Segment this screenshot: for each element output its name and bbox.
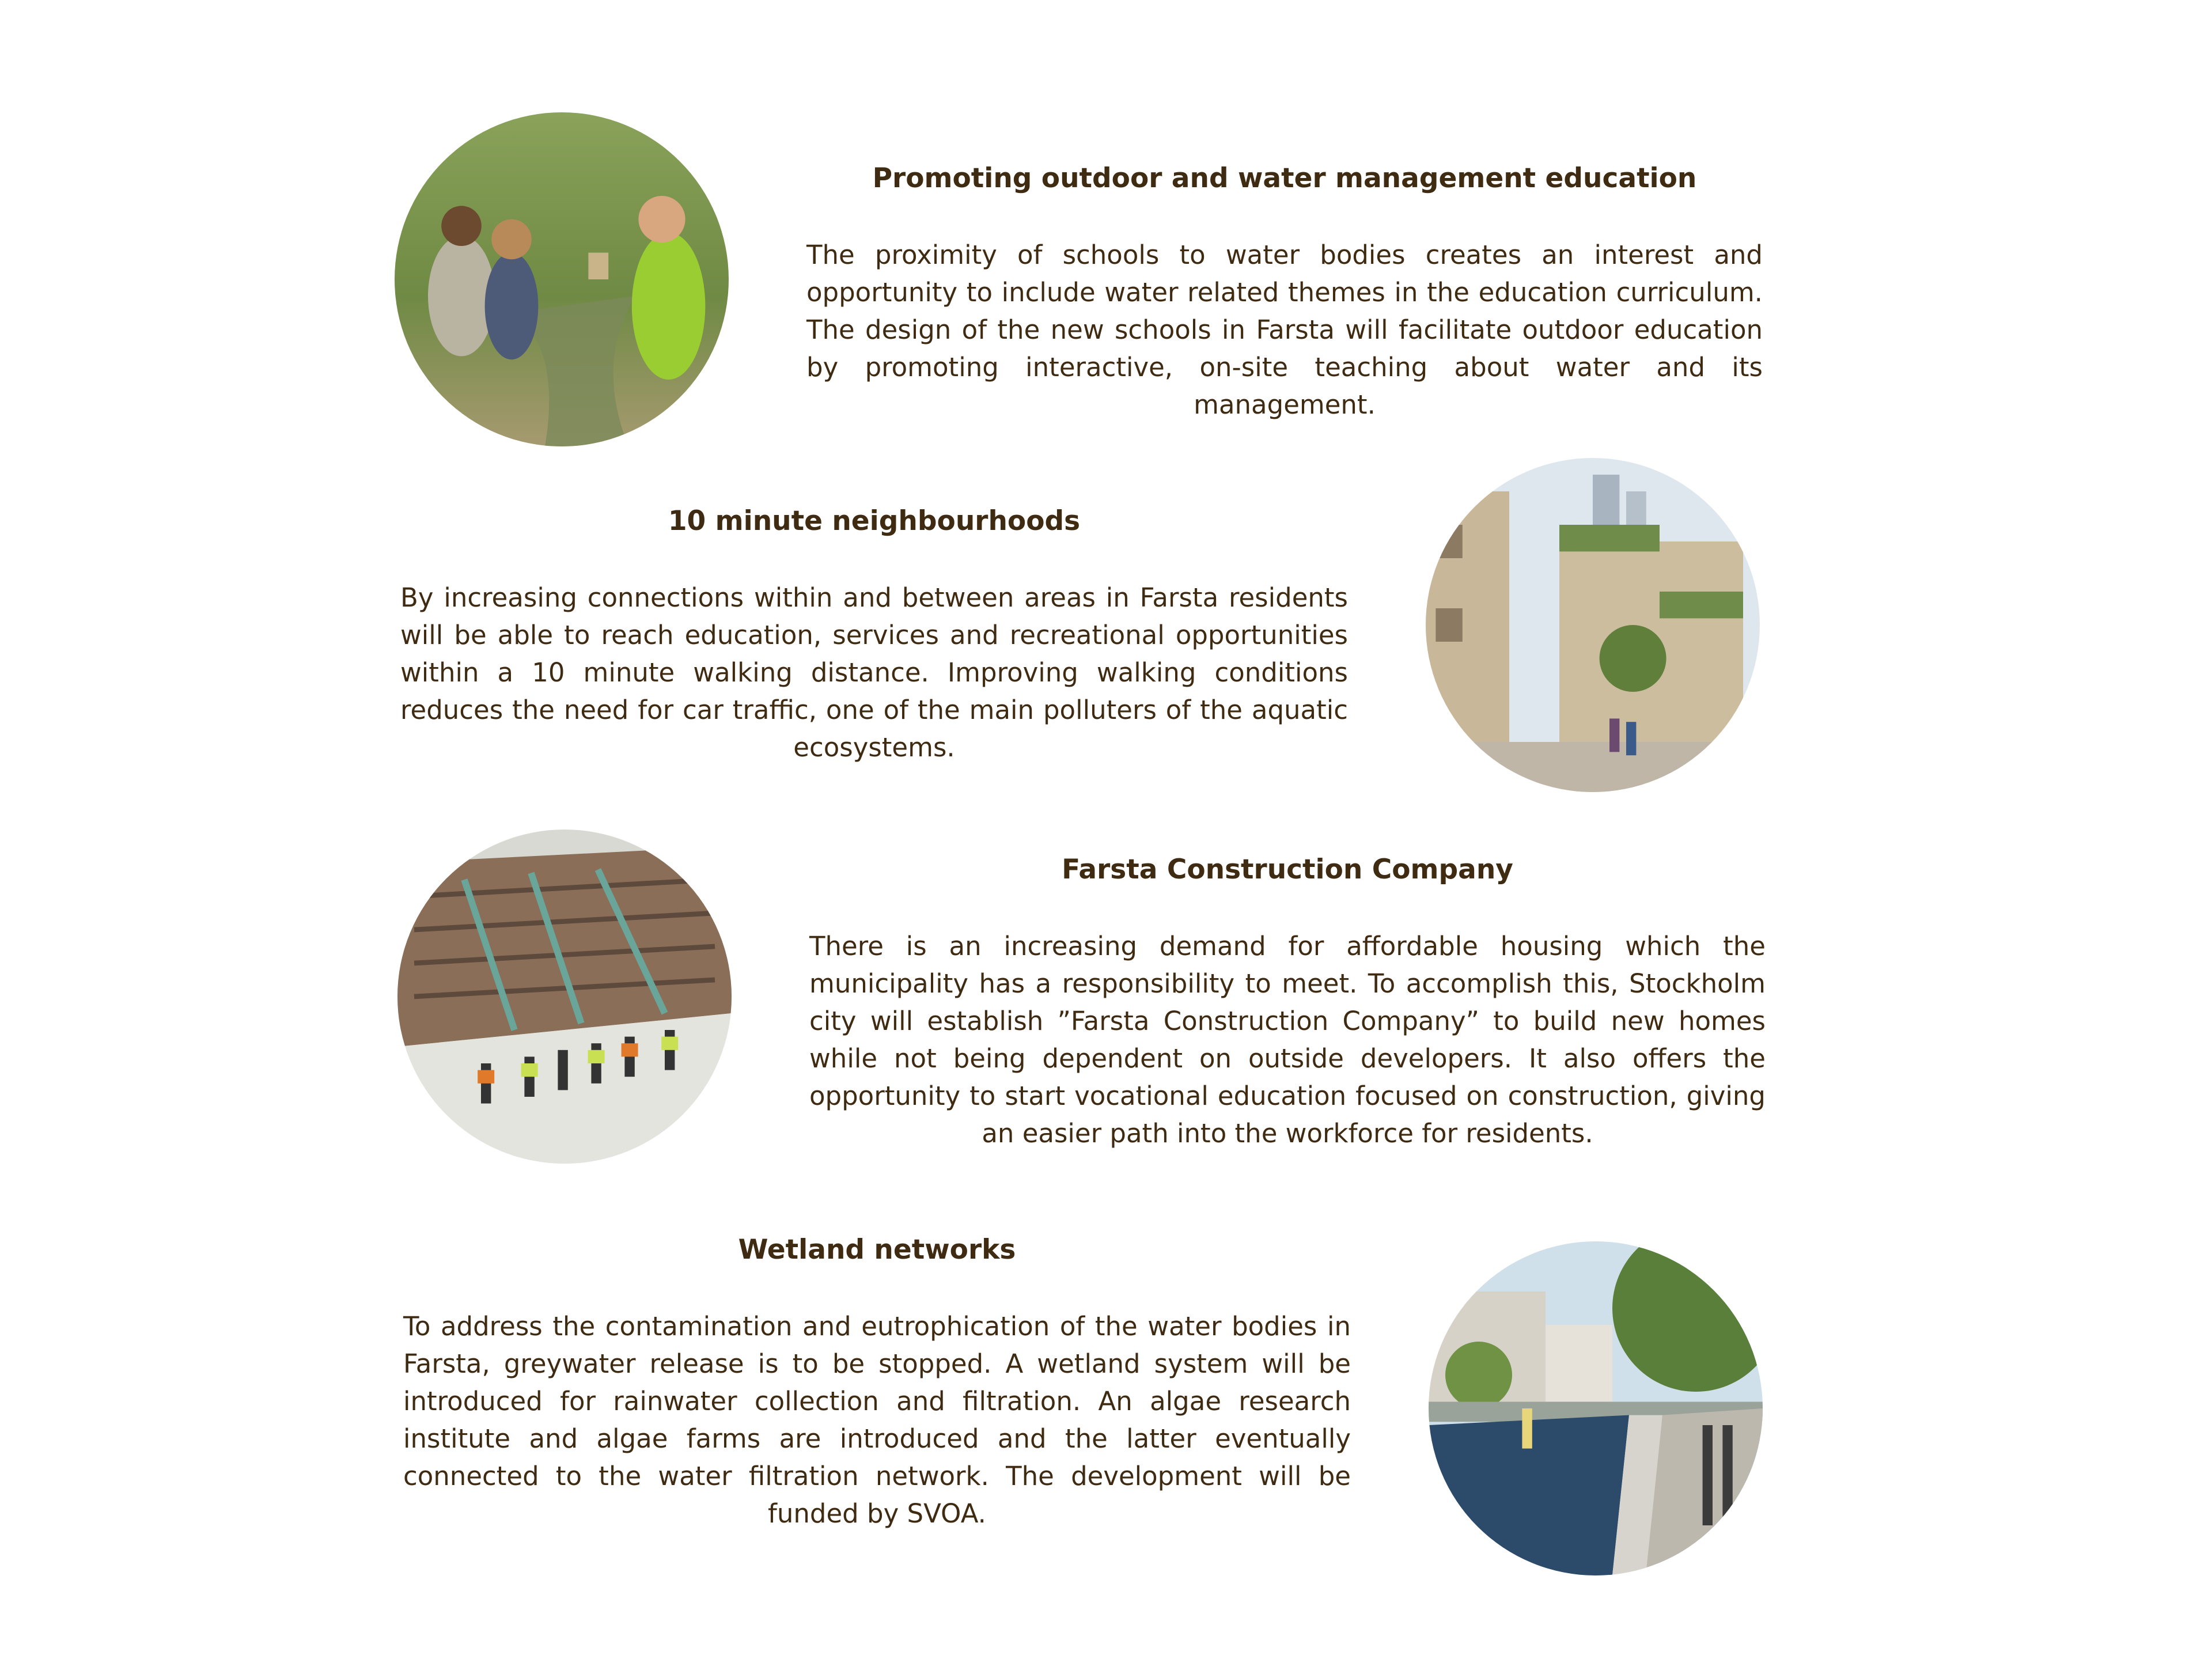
- section-3-body: There is an increasing demand for affordable housing which the municipality has a responsibility to meet. To accomplish this, Stockholm city will establish ”Farsta Construction Company” to build new homes while not being dependent on outside developers. It also offers the opportunity to start vocational education focused on construction, giving an easier path into the workforce for residents.: [809, 931, 1766, 1149]
- section-1-title: Promoting outdoor and water management education: [872, 162, 1697, 194]
- section-2-body: By increasing connections within and between areas in Farsta residents will be able to reach education, services and recreational opportunities within a 10 minute walking distance. Improving walking conditions reduces the need for car traffic, one of the main polluters of the aquatic ecosystems.: [400, 582, 1348, 763]
- section-4-body: To address the contamination and eutrophication of the water bodies in Farsta, greywater release is to be stopped. A wetland system will be introduced for rainwater collection and filtration. An algae research institute and algae farms are introduced and the latter eventually connected to the water filtration network. The development will be funded by SVOA.: [403, 1311, 1351, 1529]
- section-3-title: Farsta Construction Company: [1062, 854, 1513, 885]
- construction-site-photo: [397, 830, 732, 1164]
- section-2-title: 10 minute neighbourhoods: [668, 505, 1081, 537]
- neighbourhood-photo: [1426, 458, 1760, 792]
- section-1-body: The proximity of schools to water bodies creates an interest and opportunity to include water related themes in the education curriculum. The design of the new schools in Farsta will facilitate outdoor education by promoting interactive, on-site teaching about water and its management.: [806, 240, 1763, 420]
- outdoor-education-photo: [395, 112, 729, 446]
- section-4-title: Wetland networks: [738, 1234, 1016, 1266]
- wetland-photo: [1429, 1241, 1763, 1575]
